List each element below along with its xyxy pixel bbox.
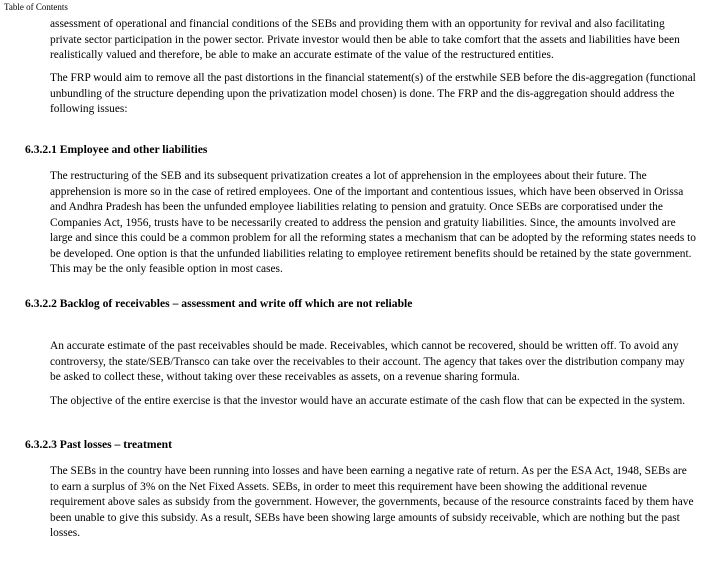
text-line: The objective of the entire exercise is that the investor would have an accurate estimate of the cash flow that can be expected in the system. bbox=[50, 395, 686, 407]
text-line: losses. bbox=[50, 527, 81, 539]
text-line: private sector participation in the power sector. Private investor would then be able to take comfort that the assets and liabilities have been bbox=[50, 33, 680, 46]
text-line: realistically valued and therefore, be able to make an accurate estimate of the value of the restructured entities. bbox=[50, 49, 554, 61]
text-line: assessment of operational and financial conditions of the SEBs and providing them with an opportunity for revival and also facilitating bbox=[50, 18, 665, 30]
table-of-contents-link[interactable]: Table of Contents bbox=[4, 2, 68, 12]
paragraph-employee-liabilities bbox=[50, 169, 720, 278]
text-line: An accurate estimate of the past receivables should be made. Receivables, which cannot be recovered, should be written off. To avoid any bbox=[50, 340, 679, 352]
text-line: be asked to collect these, without taking over these receivables as assets, on a revenue sharing formula. bbox=[50, 371, 520, 383]
paragraph-frp bbox=[50, 71, 720, 118]
text-line: unbundling of the structure depending upon the privatization model chosen) is done. The FRP and the dis-aggregation should address the bbox=[50, 87, 675, 100]
text-line: Companies Act, 1956, trusts have to be necessarily created to address the pension and gratuity liabilities. Since, the amounts involved are bbox=[50, 216, 676, 229]
text-line: The FRP would aim to remove all the past distortions in the financial statement(s) of the erstwhile SEB before the dis-aggregation (functional bbox=[50, 72, 696, 84]
text-line: controversy, the state/SEB/Transco can take over the receivables to their account. The agency that takes over the distribution company may bbox=[50, 355, 685, 368]
text-line: following issues: bbox=[50, 103, 128, 115]
paragraph-past-losses bbox=[50, 464, 720, 542]
paragraph-intro bbox=[50, 17, 720, 64]
paragraph-receivables-estimate bbox=[50, 339, 720, 386]
text-line: This may be the only feasible option in most cases. bbox=[50, 263, 283, 275]
text-line: and Andhra Pradesh has been the unfunded employee liabilities relating to pension and gratuity. Once SEBs are corporatised under the bbox=[50, 201, 663, 213]
text-line: The SEBs in the country have been running into losses and have been earning a negative rate of return. As per the ESA Act, 1948, SEBs are bbox=[50, 465, 687, 477]
paragraph-receivables-objective bbox=[50, 394, 720, 410]
section-heading-backlog-receivables: 6.3.2.2 Backlog of receivables – assessment and write off which are not reliable bbox=[25, 297, 413, 310]
text-line: be developed. One option is that the unfunded liabilities relating to employee retirement benefits should be retained by the state government. bbox=[50, 247, 692, 260]
section-heading-employee-liabilities: 6.3.2.1 Employee and other liabilities bbox=[25, 143, 208, 156]
text-line: been unable to give this subsidy. As a result, SEBs have been showing large amounts of subsidy receivable, which are nothing but the past bbox=[50, 511, 680, 524]
section-heading-past-losses: 6.3.2.3 Past losses – treatment bbox=[25, 438, 172, 451]
text-line: apprehension is more so in the case of retired employees. One of the important and contentious issues, which have been observed in Orissa bbox=[50, 185, 684, 198]
text-line: to earn a surplus of 3% on the Net Fixed Assets. SEBs, in order to meet this requirement have been showing the additional revenue bbox=[50, 480, 647, 493]
text-line: The restructuring of the SEB and its subsequent privatization creates a lot of apprehension in the employees about their future. The bbox=[50, 170, 647, 182]
text-line: requirement above sales as subsidy from the government. However, the governments, because of the resource constraints faced by them have bbox=[50, 496, 694, 508]
text-line: large and since this could be a common problem for all the reforming states a mechanism that can be adopted by the reforming states needs to bbox=[50, 232, 697, 244]
